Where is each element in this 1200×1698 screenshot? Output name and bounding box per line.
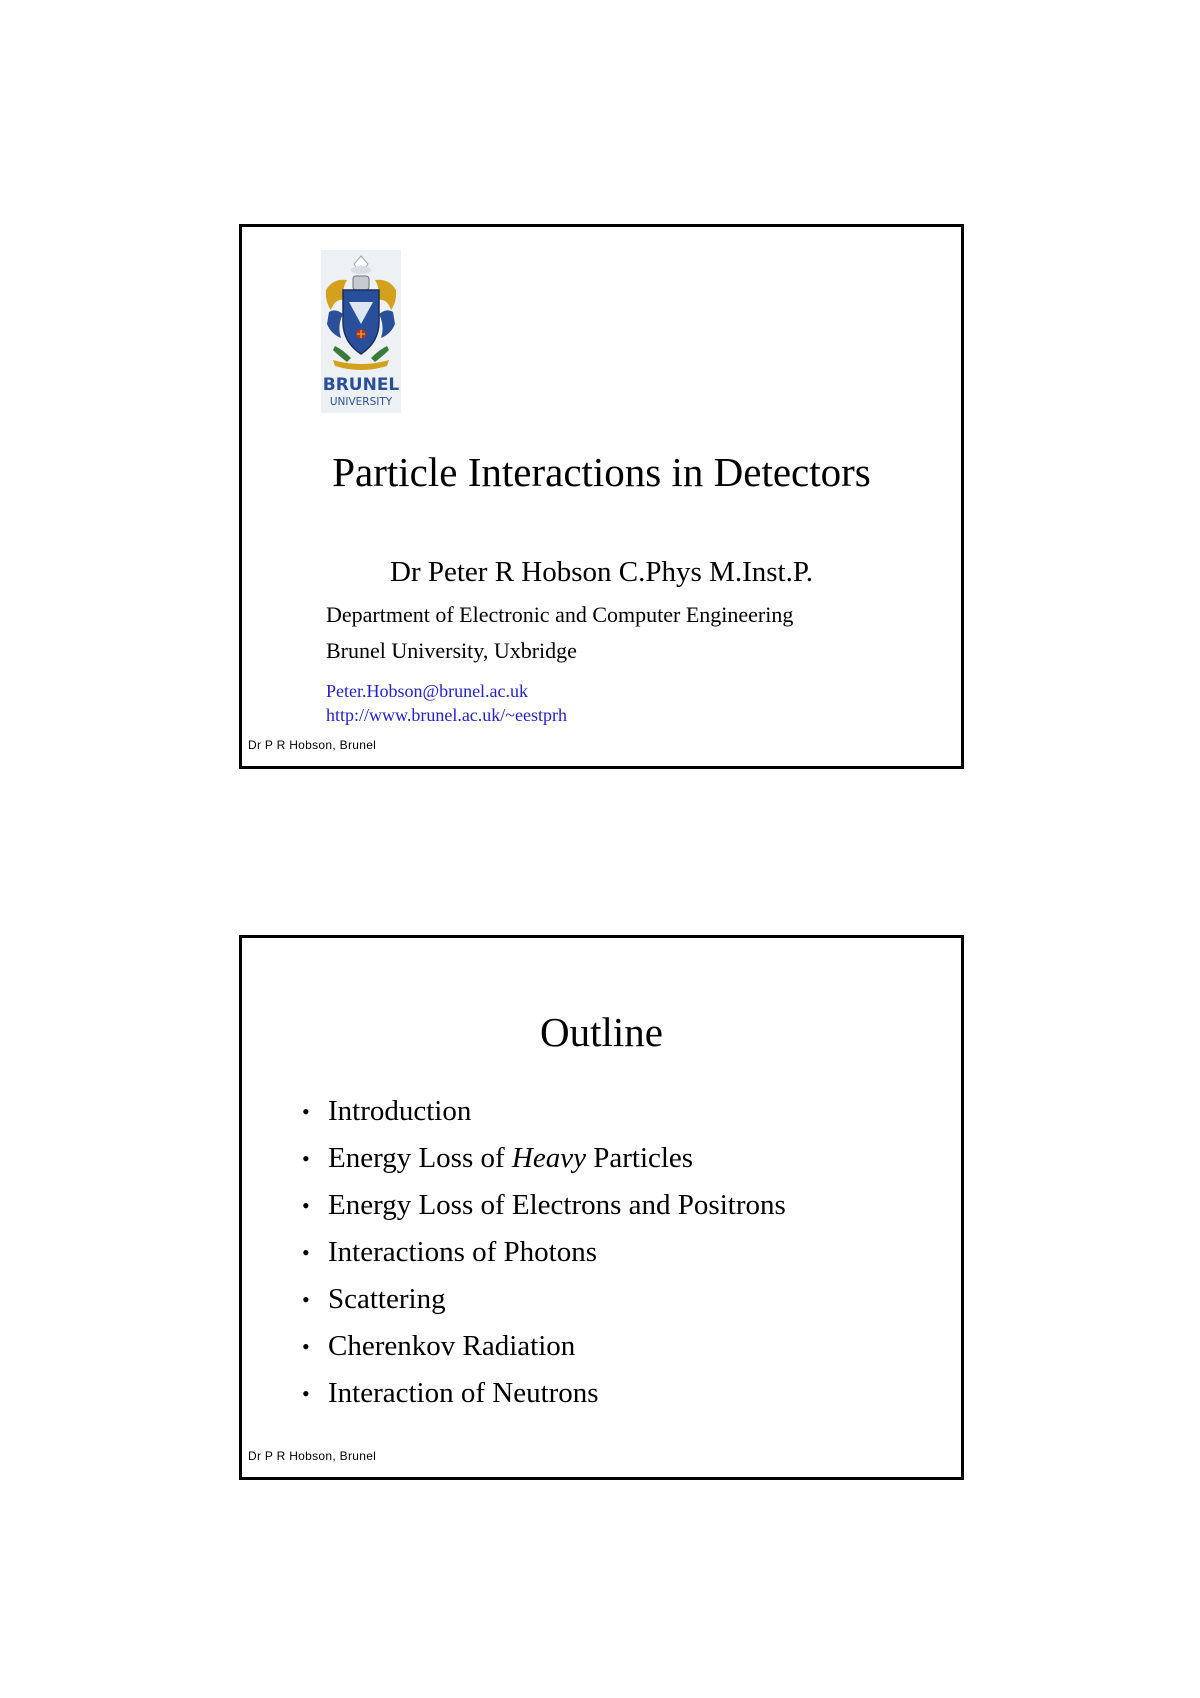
list-item-text: Cherenkov Radiation bbox=[328, 1330, 576, 1362]
list-item-text: Introduction bbox=[328, 1095, 472, 1127]
title-slide bbox=[239, 224, 964, 769]
brunel-university-logo bbox=[321, 250, 401, 413]
bullet-icon: • bbox=[302, 1240, 310, 1265]
logo-text-brunel: BRUNEL bbox=[322, 375, 400, 395]
list-item-text-pre: Energy Loss of bbox=[328, 1142, 512, 1174]
coat-of-arms-icon bbox=[321, 250, 401, 413]
list-item bbox=[302, 1229, 786, 1276]
list-item bbox=[302, 1182, 786, 1229]
slide-footer: Dr P R Hobson, Brunel bbox=[248, 738, 377, 752]
list-item-text-emphasis: Heavy bbox=[511, 1142, 586, 1174]
list-item bbox=[302, 1370, 786, 1417]
list-item-text: Scattering bbox=[328, 1283, 446, 1315]
list-item bbox=[302, 1088, 786, 1135]
outline-slide bbox=[239, 935, 964, 1480]
bullet-icon: • bbox=[302, 1381, 310, 1406]
bullet-icon: • bbox=[302, 1334, 310, 1359]
logo-text-university: UNIVERSITY bbox=[329, 396, 393, 408]
bullet-icon: • bbox=[302, 1099, 310, 1124]
list-item-text-post: Particles bbox=[585, 1142, 694, 1174]
list-item bbox=[302, 1276, 786, 1323]
department: Department of Electronic and Computer Engineering bbox=[326, 602, 794, 627]
list-item-text: Interaction of Neutrons bbox=[328, 1377, 599, 1409]
website-link[interactable]: http://www.brunel.ac.uk/~eestprh bbox=[326, 705, 568, 725]
list-item bbox=[302, 1135, 786, 1182]
list-item-text: Interactions of Photons bbox=[328, 1236, 598, 1268]
bullet-icon: • bbox=[302, 1287, 310, 1312]
slide-footer: Dr P R Hobson, Brunel bbox=[248, 1449, 377, 1463]
bullet-icon: • bbox=[302, 1193, 310, 1218]
email-link[interactable]: Peter.Hobson@brunel.ac.uk bbox=[326, 681, 529, 701]
list-item-text: Energy Loss of Electrons and Positrons bbox=[328, 1189, 786, 1221]
slide-title: Particle Interactions in Detectors bbox=[332, 449, 871, 495]
university: Brunel University, Uxbridge bbox=[326, 638, 577, 663]
author-name: Dr Peter R Hobson C.Phys M.Inst.P. bbox=[390, 556, 813, 588]
bullet-icon: • bbox=[302, 1146, 310, 1171]
list-item bbox=[302, 1323, 786, 1370]
slide-title: Outline bbox=[540, 1009, 663, 1055]
outline-list bbox=[302, 1088, 786, 1417]
